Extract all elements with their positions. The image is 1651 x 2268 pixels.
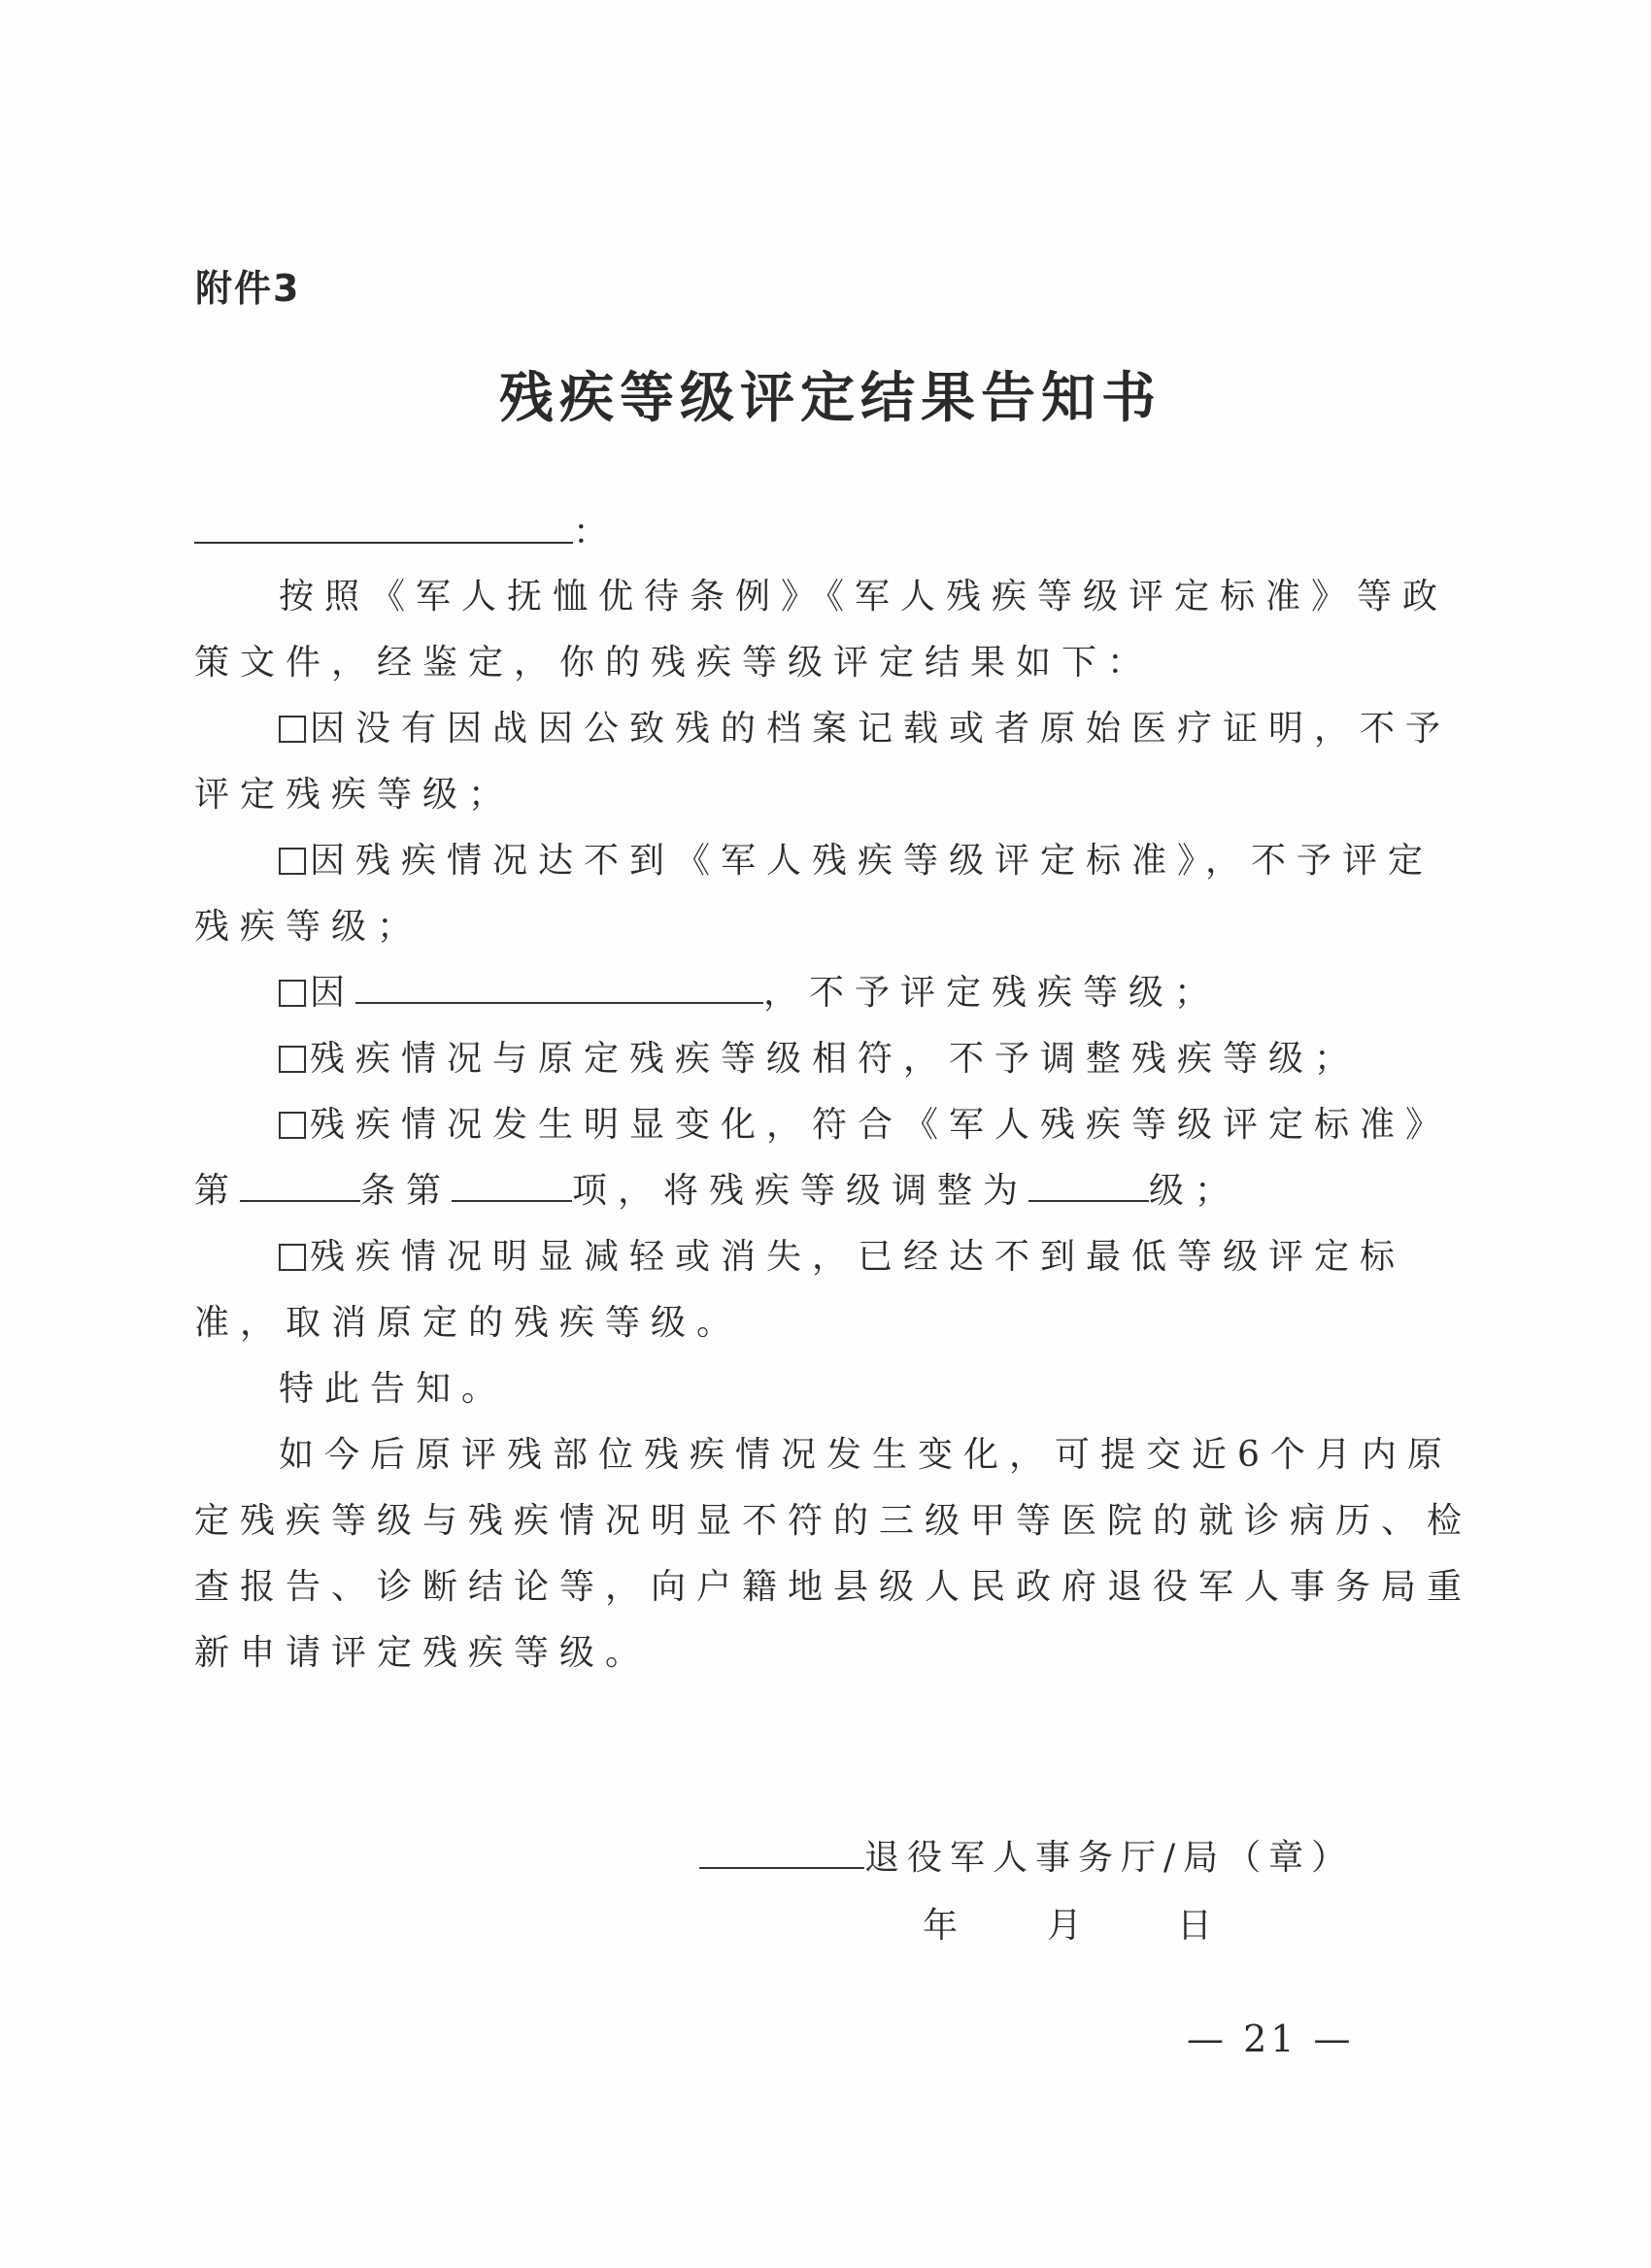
option-3-pre: 因 [310, 973, 356, 1013]
article-blank[interactable] [240, 1171, 360, 1202]
para2-line3: 查报告、诊断结论等，向户籍地县级人民政府退役军人事务局重 [194, 1567, 1473, 1607]
document-title: 残疾等级评定结果告知书 [499, 366, 1162, 430]
signature-text: 退役军人事务厅/局（章） [864, 1838, 1355, 1878]
attachment-label: 附件3 [195, 267, 301, 310]
option-3 [279, 965, 1220, 1015]
date-year: 年 [923, 1906, 959, 1946]
para2-line1: 如今后原评残部位残疾情况发生变化，可提交近6个月内原 [279, 1435, 1453, 1475]
option-1-text: 因没有因战因公致残的档案记载或者原始医疗证明，不予 [310, 709, 1452, 749]
date-month: 月 [1047, 1906, 1083, 1946]
notice-text: 特此告知。 [279, 1369, 508, 1409]
option-1-checkbox[interactable] [279, 716, 306, 743]
option-2-checkbox[interactable] [279, 848, 306, 875]
option-6-checkbox[interactable] [279, 1244, 306, 1271]
para1-line1: 按照《军人抚恤优待条例》《军人残疾等级评定标准》等政 [279, 577, 1449, 617]
option-6 [279, 1229, 1405, 1279]
option-3-checkbox[interactable] [279, 980, 306, 1007]
para1-line2: 策文件，经鉴定，你的残疾等级评定结果如下： [194, 643, 1154, 683]
option-5-ji: 级； [1149, 1171, 1241, 1211]
option-5-cont [194, 1163, 1240, 1213]
option-4-text: 残疾情况与原定残疾等级相符，不予调整残疾等级； [310, 1039, 1361, 1079]
option-5-di: 第 [194, 1171, 241, 1211]
option-4-checkbox[interactable] [279, 1046, 306, 1073]
salutation-colon: ： [573, 513, 620, 552]
recipient-blank[interactable] [194, 513, 573, 544]
option-5 [279, 1097, 1451, 1147]
para2-line4: 新申请评定残疾等级。 [194, 1633, 652, 1673]
date-day: 日 [1177, 1906, 1213, 1946]
item-blank[interactable] [452, 1171, 572, 1202]
page-number: — 21 — [1187, 2018, 1355, 2060]
option-5-text: 残疾情况发生明显变化，符合《军人残疾等级评定标准》 [310, 1105, 1452, 1145]
option-6-cont: 准，取消原定的残疾等级。 [194, 1303, 743, 1343]
signature-line [699, 1830, 1354, 1880]
salutation-line [194, 505, 619, 554]
option-5-checkbox[interactable] [279, 1112, 306, 1139]
option-6-text: 残疾情况明显减轻或消失，已经达不到最低等级评定标 [310, 1237, 1406, 1277]
para2-line2: 定残疾等级与残疾情况明显不符的三级甲等医院的就诊病历、检 [194, 1501, 1473, 1541]
option-2-cont: 残疾等级； [194, 907, 423, 947]
option-2-text: 因残疾情况达不到《军人残疾等级评定标准》，不予评定 [310, 841, 1434, 881]
option-4 [279, 1031, 1360, 1081]
option-5-xiang: 项，将残疾等级调整为 [572, 1171, 1029, 1211]
option-1-cont: 评定残疾等级； [194, 775, 515, 815]
grade-blank[interactable] [1028, 1171, 1149, 1202]
option-3-post: ，不予评定残疾等级； [763, 973, 1221, 1013]
reason-blank[interactable] [355, 973, 763, 1004]
department-blank[interactable] [699, 1838, 864, 1869]
option-1 [279, 701, 1451, 750]
option-5-tiao: 条第 [360, 1171, 453, 1211]
option-2 [279, 833, 1433, 883]
